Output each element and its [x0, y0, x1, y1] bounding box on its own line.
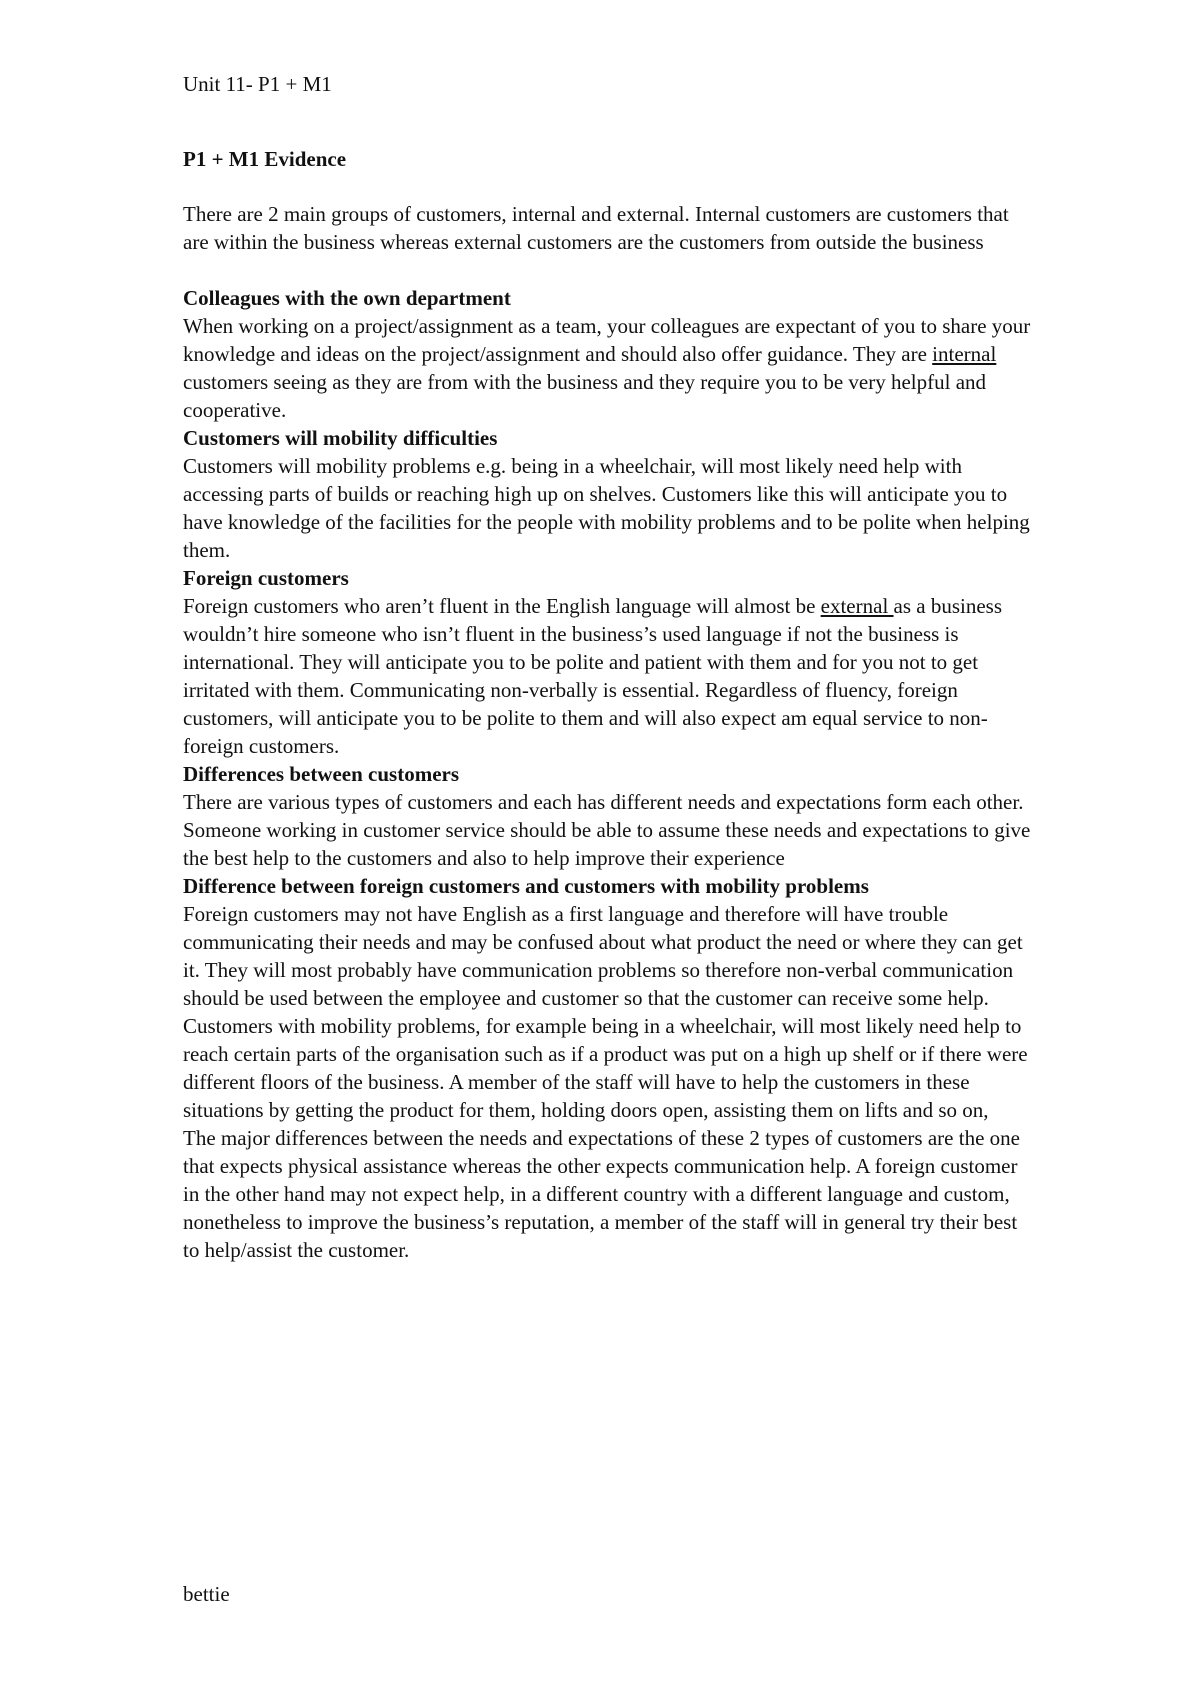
paragraph-comparison-mobility: Customers with mobility problems, for example being in a wheelchair, will most likely need help to reach certain parts of the organisation such as if a product was put on a high up shelf or if there were different floors of the business. A member of the staff will have to help the customers in these situations by getting the product for them, holding doors open, assisting them on lifts and so on, — [183, 1014, 1028, 1122]
document-body — [183, 145, 1033, 1264]
page-header: Unit 11- P1 + M1 — [183, 72, 332, 96]
heading-colleagues: Colleagues with the own department — [183, 286, 511, 310]
heading-foreign: Foreign customers — [183, 566, 349, 590]
underlined-term-external: external — [820, 594, 894, 618]
paragraph-foreign — [183, 592, 1033, 760]
paragraph-foreign-text-start: Foreign customers who aren’t fluent in the English language will almost be — [183, 594, 821, 618]
heading-mobility: Customers will mobility difficulties — [183, 426, 498, 450]
heading-differences: Differences between customers — [183, 762, 460, 786]
intro-paragraph: There are 2 main groups of customers, internal and external. Internal customers are customers that are within the business whereas external customers are the customers from outside the business — [183, 202, 1009, 254]
paragraph-comparison-summary: The major differences between the needs and expectations of these 2 types of customers are the one that expects physical assistance whereas the other expects communication help. A foreign customer in the other hand may not expect help, in a different country with a different language and custom, nonetheless to improve the business’s reputation, a member of the staff will in general try their best to help/assist the customer. — [183, 1126, 1020, 1262]
underlined-term-internal: internal — [932, 342, 997, 366]
heading-comparison: Difference between foreign customers and customers with mobility problems — [183, 874, 869, 898]
paragraph-comparison-foreign: Foreign customers may not have English as a first language and therefore will have trouble communicating their needs and may be confused about what product the need or where they can get it. They will most probably have communication problems so therefore non-verbal communication should be used between the employee and customer so that the customer can receive some help. — [183, 902, 1023, 1010]
paragraph-colleagues-text-start: When working on a project/assignment as a team, your colleagues are expectant of you to share your knowledge and ideas on the project/assignment and should also offer guidance. They are — [183, 314, 1031, 366]
paragraph-differences: There are various types of customers and each has different needs and expectations form each other. Someone working in customer service should be able to assume these needs and expectations to give the best help to the customers and also to help improve their experience — [183, 790, 1031, 870]
paragraph-colleagues-text-end: customers seeing as they are from with the business and they require you to be very helpful and cooperative. — [183, 370, 987, 422]
paragraph-mobility: Customers will mobility problems e.g. being in a wheelchair, will most likely need help with accessing parts of builds or reaching high up on shelves. Customers like this will anticipate you to have knowledge of the facilities for the people with mobility problems and to be polite when helping them. — [183, 454, 1030, 562]
document-title: P1 + M1 Evidence — [183, 147, 347, 171]
paragraph-colleagues — [183, 312, 1033, 424]
paragraph-foreign-text-end: as a business wouldn’t hire someone who isn’t fluent in the business’s used language if not the business is international. They will anticipate you to be polite and patient with them and for you not to get irritated with them. Communicating non-verbally is essential. Regardless of fluency, foreign customers, will anticipate you to be polite to them and will also expect am equal service to non-foreign customers. — [183, 594, 1003, 758]
page-footer: bettie — [183, 1582, 230, 1606]
